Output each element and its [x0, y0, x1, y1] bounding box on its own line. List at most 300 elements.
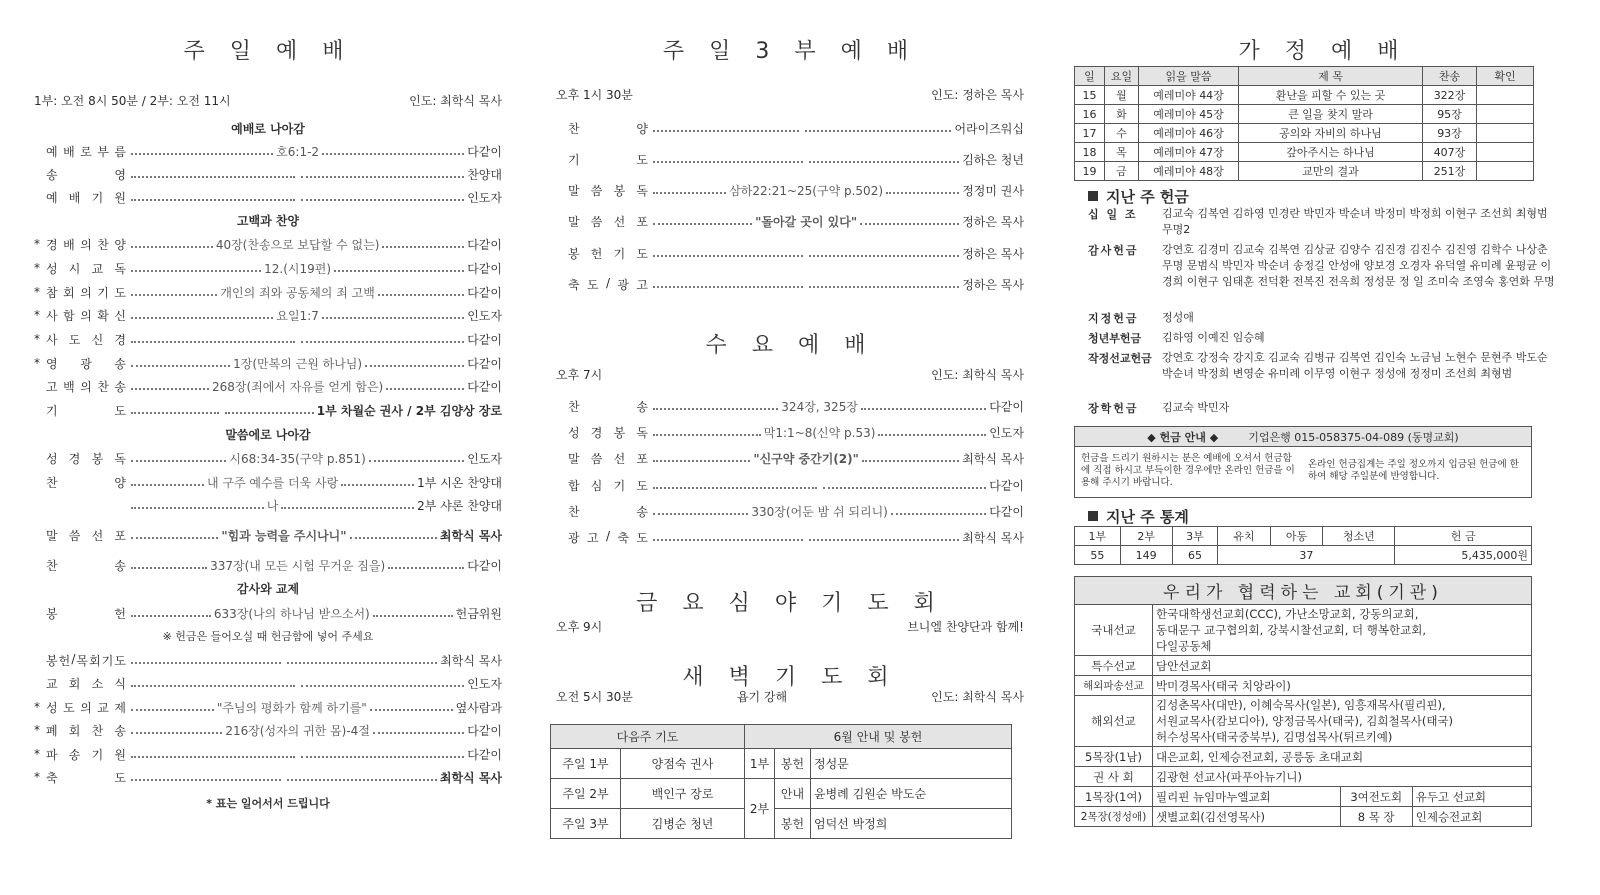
label-char: 헌: [590, 246, 603, 261]
sunday-times: 1부: 오전 8시 50분 / 2부: 오전 11시: [34, 94, 231, 108]
order-detail: 내 구주 예수를 더욱 사랑: [207, 475, 339, 490]
offering-guide-body: [1075, 447, 1531, 489]
label-char: 봉: [613, 425, 626, 440]
section-heading: 예배로 나아감: [231, 122, 305, 136]
order-label: [46, 307, 128, 324]
order-label: [568, 151, 650, 168]
check-cell[interactable]: [1477, 105, 1534, 124]
order-label: [46, 527, 128, 544]
order-detail: 324장, 325장: [781, 399, 858, 414]
dot-leader: [650, 250, 962, 257]
order-person: 정하은 목사: [962, 246, 1024, 261]
order-row: [34, 497, 502, 513]
dot-leader: [128, 236, 467, 253]
label-char: 헌: [114, 606, 126, 621]
june-role: 안내: [775, 779, 811, 809]
family-col-header: 확인: [1477, 67, 1534, 86]
label-char: 말: [568, 451, 580, 466]
standing-footnote: * 표는 일어서서 드립니다: [206, 797, 330, 810]
dawn-title: 새 벽 기 도 회: [682, 665, 898, 690]
order-detail: 개인의 죄와 공동체의 죄 고백: [220, 285, 375, 300]
label-char: 양: [636, 121, 648, 136]
label-char: 도: [636, 246, 648, 261]
family-table-header: [1075, 67, 1534, 86]
label-char: 경: [590, 425, 603, 440]
dot-fill: [886, 187, 959, 194]
dot-fill: [131, 171, 295, 178]
order-row: [34, 746, 502, 762]
label-char: 찬: [46, 475, 58, 490]
dot-leader: [128, 143, 467, 160]
dot-fill: [878, 429, 986, 436]
dot-fill: [809, 534, 959, 541]
label-char: 송: [46, 167, 58, 182]
dot-fill: [322, 148, 464, 155]
dot-leader: [128, 378, 467, 395]
label-char: 기: [97, 285, 109, 300]
offering-names: 정성애: [1162, 311, 1194, 324]
june-names: 윤병례 김원순 박도순: [811, 779, 1012, 809]
order-label: [568, 477, 650, 494]
overseas-dispatch-list: 박미경목사(태국 치앙라이): [1153, 676, 1532, 696]
order-person: 다같이: [989, 504, 1024, 519]
dot-leader: [650, 125, 954, 132]
dawn-time: 오전 5시 30분: [556, 690, 633, 704]
family-cell: 예레미야 47장: [1139, 143, 1239, 162]
offering-label: 지정헌금: [1088, 312, 1139, 325]
dot-leader: [650, 450, 962, 467]
order-person: 다같이: [989, 399, 1024, 414]
dot-leader: [128, 751, 467, 758]
partners-wrap: [1074, 576, 1532, 827]
standing-mark: *: [34, 261, 40, 275]
sunday-leader: 인도: 최학식 목사: [409, 94, 502, 108]
family-row: [1075, 86, 1534, 105]
order-label: [46, 355, 128, 372]
label-char: 기: [568, 152, 580, 167]
dot-leader: [128, 194, 467, 201]
order-detail: "신구약 중간기(2)": [753, 451, 859, 466]
overseas-line: 김성춘목사(대만), 이혜숙목사(일본), 임흥재목사(필리핀),: [1156, 698, 1446, 712]
order-row: [34, 557, 502, 573]
label-char: 축: [568, 277, 580, 292]
offering-row: [1088, 350, 1558, 382]
order-label: [46, 260, 128, 277]
yeojeon3-label: 3여전도회: [1340, 787, 1412, 807]
offering-label: 작정선교헌금: [1088, 352, 1152, 365]
dot-fill: [131, 383, 209, 390]
family-cell: 공의와 자비의 하나님: [1239, 124, 1423, 143]
order-person: 다같이: [467, 356, 502, 371]
label-char: 송: [636, 504, 648, 519]
label-char: 봉: [613, 183, 626, 198]
order-detail: 삼하22:21~25(구약 p.502): [729, 183, 884, 198]
label-char: 선: [613, 451, 626, 466]
friday-header: [556, 618, 1024, 635]
stats-col-header: 청소년: [1323, 527, 1395, 546]
dot-fill: [653, 508, 748, 515]
label-char: 기: [613, 246, 626, 261]
dot-fill: [131, 241, 213, 248]
order-row: [34, 675, 502, 691]
dot-fill: [131, 562, 207, 569]
dot-fill: [334, 265, 464, 272]
prayer-table: [550, 724, 1012, 839]
family-cell: 목: [1105, 143, 1139, 162]
label-char: 배: [63, 237, 75, 252]
order-person: 2부 샤론 찬양대: [417, 498, 502, 513]
label-char: 도: [636, 152, 648, 167]
label-char: 영: [114, 167, 126, 182]
family-row: [1075, 105, 1534, 124]
family-cell: 금: [1105, 162, 1139, 181]
label-char: 도: [636, 530, 648, 545]
family-col-header: 찬송: [1423, 67, 1477, 86]
dot-fill: [653, 534, 803, 541]
dot-fill: [131, 532, 218, 539]
label-char: 회: [68, 723, 81, 738]
june-names: 엄덕선 박정희: [811, 809, 1012, 839]
offering-label: 감사헌금: [1088, 244, 1139, 257]
offering-row: [1088, 242, 1558, 290]
dot-fill: [131, 680, 295, 687]
order-label: [46, 166, 128, 183]
square-bullet-icon: [1088, 191, 1098, 201]
label-char: 기: [91, 190, 104, 205]
prayer-person: 백인구 장로: [621, 779, 745, 809]
dot-leader: [650, 213, 962, 230]
dot-fill: [388, 562, 464, 569]
dot-leader: [650, 156, 962, 163]
stats-value: 55: [1075, 546, 1121, 565]
dot-fill: [131, 704, 214, 711]
order-label: [568, 120, 650, 137]
dot-fill: [373, 727, 464, 734]
dot-leader: [128, 355, 467, 372]
label-char: 봉: [568, 246, 580, 261]
order-label: [568, 398, 650, 415]
order-person: 다같이: [467, 747, 502, 762]
label-char: 도: [586, 277, 599, 292]
friday-title: 금 요 심 야 기 도 회: [636, 591, 944, 616]
family-worship-table: [1074, 66, 1534, 181]
order-person: 최학식 목사: [439, 528, 502, 543]
standing-mark: *: [34, 237, 40, 251]
label-char: 예: [46, 144, 58, 159]
label-char: 합: [568, 478, 580, 493]
offering-row: [1088, 330, 1558, 346]
label-char: 고: [636, 277, 648, 292]
label-char: 영: [46, 356, 58, 371]
label-char: 의: [80, 379, 92, 394]
wednesday-leader: 인도: 최학식 목사: [931, 368, 1024, 382]
label-char: 사: [46, 332, 58, 347]
label-char: 포: [636, 451, 648, 466]
order-label: [568, 450, 650, 467]
label-char: 도: [114, 403, 126, 418]
dot-fill: [322, 312, 464, 319]
label-char: 성: [46, 451, 58, 466]
order-row: [556, 213, 1024, 229]
mokjang8-list: 인제승전교회: [1412, 807, 1531, 827]
order-row: [34, 652, 502, 668]
offering-guide-header: [1075, 427, 1531, 447]
order-person: 최학식 목사: [440, 653, 502, 668]
family-cell: 환난을 피할 수 있는 곳: [1239, 86, 1423, 105]
stats-col-header: 1부: [1075, 527, 1121, 546]
order-label: [46, 284, 128, 301]
offering-row: [1088, 310, 1558, 326]
order-detail: 호6:1-2: [276, 144, 320, 159]
offering-names: 김교숙 김복연 김하영 민경란 박민자 박순녀 박정미 박정희 이현구 조선희 최형범 무명2: [1162, 207, 1548, 236]
order-detail: 330장(어둔 밤 쉬 되리니): [751, 504, 888, 519]
dot-leader: [128, 699, 456, 716]
order-label: [46, 450, 128, 467]
label-char: 회: [89, 653, 101, 668]
check-cell[interactable]: [1477, 86, 1534, 105]
dot-fill: [131, 265, 261, 272]
order-row: [34, 189, 502, 205]
order-label: [46, 699, 128, 716]
bank-account: 기업은행 015-058375-04-089 (동명교회): [1248, 430, 1459, 444]
stats-value: 149: [1120, 546, 1172, 565]
standing-mark: *: [34, 308, 40, 322]
label-char: 찬: [568, 504, 580, 519]
stats-col-header: 3부: [1172, 527, 1218, 546]
dot-fill: [225, 407, 313, 414]
order-person: 어라이즈워십: [954, 121, 1024, 136]
order-label: [46, 605, 128, 622]
dot-leader: [128, 474, 417, 491]
label-char: 송: [636, 399, 648, 414]
partners-title: 우리가 협력하는 교회(기관): [1075, 577, 1532, 605]
family-cell: 수: [1105, 124, 1139, 143]
check-cell[interactable]: [1477, 124, 1534, 143]
label-char: 씀: [590, 183, 603, 198]
label-char: 참: [46, 285, 58, 300]
label-char: 성: [46, 261, 58, 276]
order-person: 인도자: [467, 308, 502, 323]
order-row: [34, 331, 502, 347]
order-label: [46, 746, 128, 763]
overseas-list: [1153, 696, 1532, 747]
order-row: [34, 307, 502, 323]
label-char: 확: [97, 308, 109, 323]
prayer-person: 김병순 청년: [621, 809, 745, 839]
third-service-time: 오후 1시 30분: [556, 88, 633, 102]
label-char: 의: [80, 237, 92, 252]
dot-fill: [653, 429, 761, 436]
family-cell: 19: [1075, 162, 1105, 181]
label-char: 기: [613, 478, 626, 493]
prayer-person: 양점숙 권사: [621, 749, 745, 779]
square-bullet-icon: [1088, 511, 1098, 521]
order-row: [34, 605, 502, 621]
order-row: [556, 529, 1024, 545]
order-detail: 12.(시19편): [264, 261, 332, 276]
label-char: 도: [636, 478, 648, 493]
label-char: 교: [97, 700, 109, 715]
dot-fill: [341, 479, 414, 486]
dot-fill: [653, 156, 803, 163]
family-cell: 251장: [1423, 162, 1477, 181]
order-row: [556, 503, 1024, 519]
order-row: [556, 424, 1024, 440]
order-label: [568, 276, 650, 293]
offering-names: 김교숙 박민자: [1162, 401, 1230, 414]
dot-leader: [128, 307, 467, 324]
order-person: 김하은 청년: [962, 152, 1024, 167]
label-char: 제: [114, 700, 126, 715]
family-cell: 예레미야 45장: [1139, 105, 1239, 124]
order-person: 찬양대: [467, 167, 502, 182]
dot-leader: [128, 171, 467, 178]
label-char: 경: [46, 237, 58, 252]
offerings-heading: [1088, 186, 1189, 207]
label-char: 도: [114, 770, 126, 785]
order-person: 다같이: [467, 285, 502, 300]
family-cell: 갚아주시는 하나님: [1239, 143, 1423, 162]
sunday-header: [34, 92, 502, 109]
order-label: [568, 424, 650, 441]
prayer-service: 주일 1부: [551, 749, 621, 779]
family-row: [1075, 143, 1534, 162]
wednesday-header: [556, 366, 1024, 383]
label-char: 고: [46, 379, 58, 394]
order-label: [46, 722, 128, 739]
offering-row: [1088, 206, 1558, 238]
check-cell[interactable]: [1477, 162, 1534, 181]
order-label: [46, 402, 128, 419]
third-service-header: [556, 86, 1024, 103]
family-row: [1075, 124, 1534, 143]
dot-leader: [128, 680, 467, 687]
label-char: 찬: [97, 379, 109, 394]
label-char: /: [71, 651, 76, 666]
dot-fill: [131, 455, 226, 462]
stats-header: [1075, 527, 1532, 546]
order-person: 인도자: [467, 676, 502, 691]
dot-leader: [650, 182, 962, 199]
dot-leader: [128, 557, 467, 574]
dot-fill: [370, 704, 453, 711]
dot-fill: [131, 407, 219, 414]
offering-label: 장학헌금: [1088, 402, 1139, 415]
dot-leader: [650, 398, 989, 415]
order-row: [556, 450, 1024, 466]
dawn-header: [556, 688, 1024, 705]
june-part: 1부: [745, 749, 775, 779]
order-label: [46, 378, 128, 395]
order-person: 다같이: [467, 379, 502, 394]
dot-fill: [131, 194, 295, 201]
stats-col-header: 유치: [1218, 527, 1270, 546]
label-char: 헌: [58, 653, 71, 668]
label-char: 도: [68, 332, 81, 347]
order-row: [34, 722, 502, 738]
order-person: 1부 차월순 권사 / 2부 김양상 장로: [316, 403, 502, 418]
label-char: 축: [46, 770, 58, 785]
order-label: [46, 557, 128, 574]
stats-col-header: 헌 금: [1395, 527, 1532, 546]
order-label: [46, 189, 128, 206]
dot-fill: [862, 455, 959, 462]
dot-fill: [653, 218, 752, 225]
label-char: 도: [114, 653, 126, 668]
offerings-title: 지난 주 헌금: [1106, 188, 1189, 206]
label-char: 성: [46, 700, 58, 715]
section-heading: 말씀에로 나아감: [225, 428, 311, 442]
label-char: 축: [617, 530, 629, 545]
label-char: 양: [114, 237, 126, 252]
domestic-line: 한국대학생선교회(CCC), 가난소망교회, 강동의교회,: [1156, 607, 1419, 621]
dot-fill: [301, 336, 465, 343]
label-char: 씀: [590, 451, 603, 466]
dot-fill: [131, 610, 211, 617]
label-char: 송: [114, 558, 126, 573]
standing-mark: *: [34, 770, 40, 784]
dot-fill: [301, 171, 465, 178]
label-char: 예: [46, 190, 58, 205]
dot-leader: [650, 482, 989, 489]
overseas-dispatch-label: 해외파송선교: [1075, 676, 1153, 696]
label-char: 원: [114, 190, 126, 205]
dot-leader: [650, 534, 962, 541]
family-cell: 예레미야 48장: [1139, 162, 1239, 181]
order-row: [34, 527, 502, 543]
special-label: 특수선교: [1075, 656, 1153, 676]
dot-fill: [378, 289, 464, 296]
dot-fill: [805, 125, 951, 132]
label-char: 찬: [568, 399, 580, 414]
special-list: 담안선교회: [1153, 656, 1532, 676]
label-char: 폐: [46, 723, 58, 738]
offering-guide-head: ◆ 헌금 안내 ◆: [1147, 430, 1219, 444]
family-cell: 93장: [1423, 124, 1477, 143]
overseas-line: 허수성목사(태국중북부), 김명섭목사(튀르키예): [1156, 730, 1393, 744]
label-char: 회: [68, 676, 81, 691]
order-person: 정정미 권사: [962, 183, 1024, 198]
june-role: 봉헌: [775, 809, 811, 839]
dot-leader: [128, 657, 440, 664]
order-row: [34, 378, 502, 394]
label-char: 식: [114, 676, 126, 691]
order-person: 최학식 목사: [439, 770, 502, 785]
family-col-header: 읽을 말씀: [1139, 67, 1239, 86]
order-row: [34, 769, 502, 785]
label-char: 배: [63, 144, 75, 159]
check-cell[interactable]: [1477, 143, 1534, 162]
order-detail: 시68:34-35(구약 p.851): [229, 451, 366, 466]
label-char: /: [605, 528, 611, 543]
dot-fill: [365, 360, 464, 367]
label-char: 찬: [97, 237, 109, 252]
dot-fill: [287, 657, 437, 664]
label-char: 독: [636, 183, 648, 198]
order-label: [568, 245, 650, 262]
dot-fill: [386, 383, 464, 390]
dot-fill: [301, 751, 465, 758]
label-char: 광: [617, 277, 629, 292]
dot-fill: [131, 774, 281, 781]
label-char: /: [605, 275, 611, 290]
family-cell: 322장: [1423, 86, 1477, 105]
order-person: 최학식 목사: [962, 530, 1024, 545]
order-person: 다같이: [467, 723, 502, 738]
order-row: [556, 120, 1024, 136]
dot-fill: [131, 479, 204, 486]
dot-fill: [653, 187, 726, 194]
